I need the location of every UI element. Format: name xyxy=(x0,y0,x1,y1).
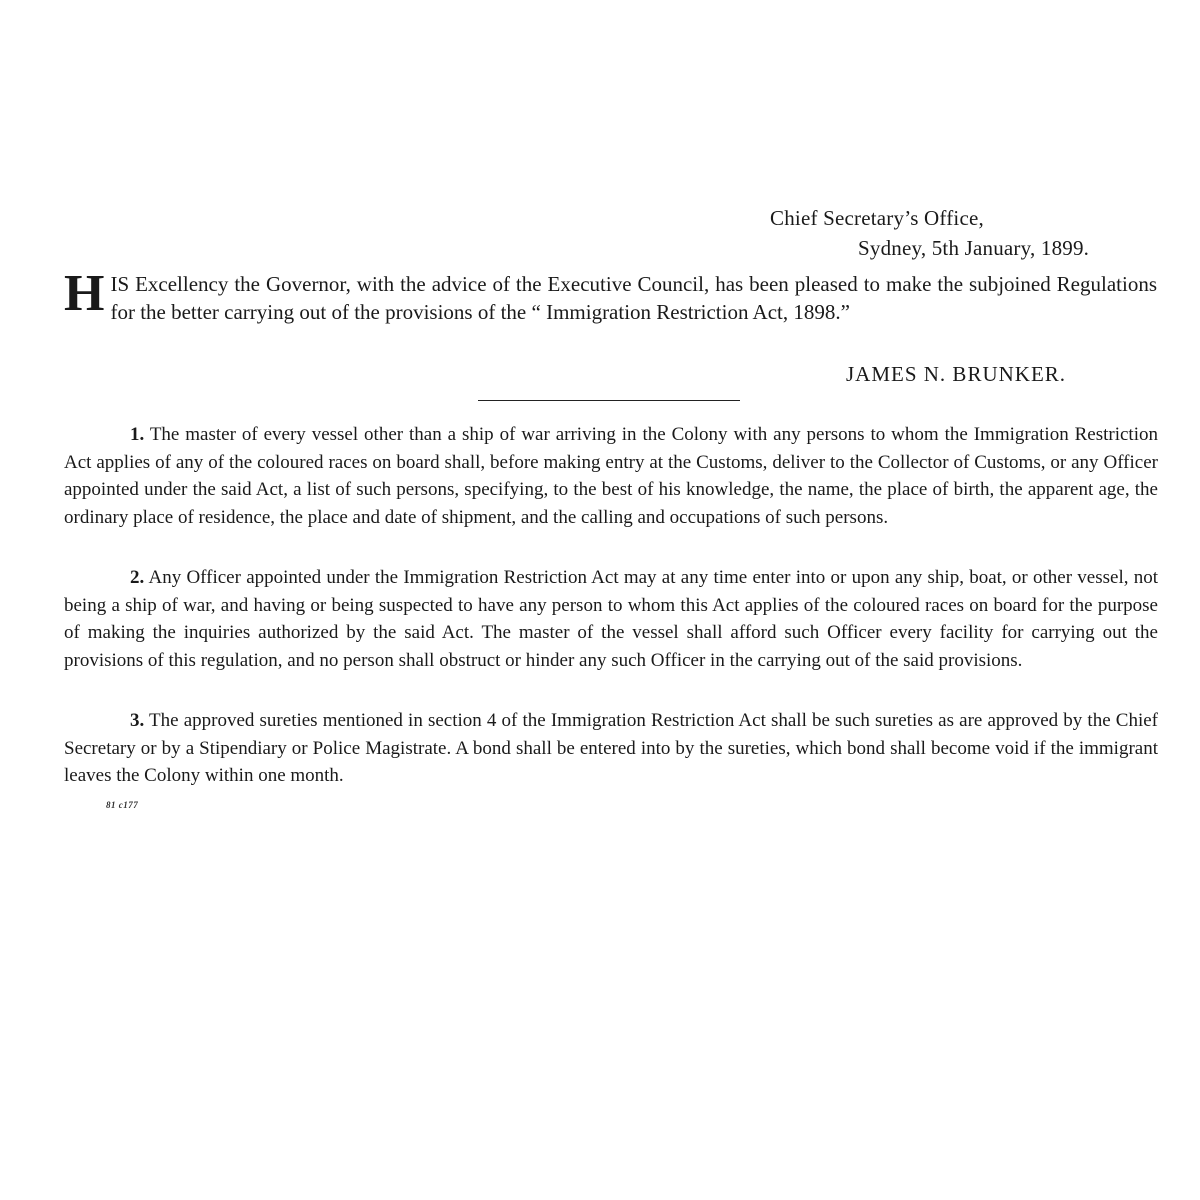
regulation-text: Any Officer appointed under the Immigration Restriction Act may at any time enter into or upon any ship, boat, or other vessel, not being a ship of war, and having or being suspected to have any person to whom this Act applies of the coloured races on board for the purpose of making the inquiries authorized by the said Act. The master of the vessel shall afford such Officer every facility for carrying out the provisions of this regulation, and no person shall obstruct or hinder any such Officer in the carrying out of the said provisions. xyxy=(64,567,1159,671)
regulation-text: The master of every vessel other than a ship of war arriving in the Colony with any persons to whom the Immigration Restriction Act applies of any of the coloured races on board shall, before making entry at the Customs, deliver to the Collector of Customs, or any Officer appointed under the said Act, a list of such persons, specifying, to the best of his knowledge, the name, the place of birth, the apparent age, the ordinary place of residence, the place and date of shipment, and the calling and occupations of such persons. xyxy=(64,424,1158,528)
office-heading: Chief Secretary’s Office, xyxy=(770,206,984,230)
intro-text: IS Excellency the Governor, with the advice of the Executive Council, has been pleased to make the subjoined Regulations for the better carrying out of the provisions of the “ Immigration Restriction Act, 1898.” xyxy=(110,272,1157,324)
regulation-text: The approved sureties mentioned in section 4 of the Immigration Restriction Act shall be such sureties as are approved by the Chief Secretary or by a Stipendiary or Police Magistrate. A bond shall be entered into by the sureties, which bond shall become void if the immigrant leaves the Colony within one month. xyxy=(64,710,1158,786)
intro-paragraph xyxy=(62,265,1157,326)
regulation-3 xyxy=(64,707,1158,790)
regulation-2 xyxy=(64,564,1158,674)
regulation-number: 2. xyxy=(130,567,145,588)
signature: JAMES N. BRUNKER. xyxy=(846,362,1067,386)
dateline: Sydney, 5th January, 1899. xyxy=(858,236,1090,260)
regulation-number: 3. xyxy=(130,710,145,731)
regulation-number: 1. xyxy=(130,424,145,445)
regulation-1 xyxy=(64,421,1158,531)
divider-rule xyxy=(478,400,740,401)
drop-cap: H xyxy=(64,265,105,322)
printer-mark: 81 c177 xyxy=(106,800,139,810)
